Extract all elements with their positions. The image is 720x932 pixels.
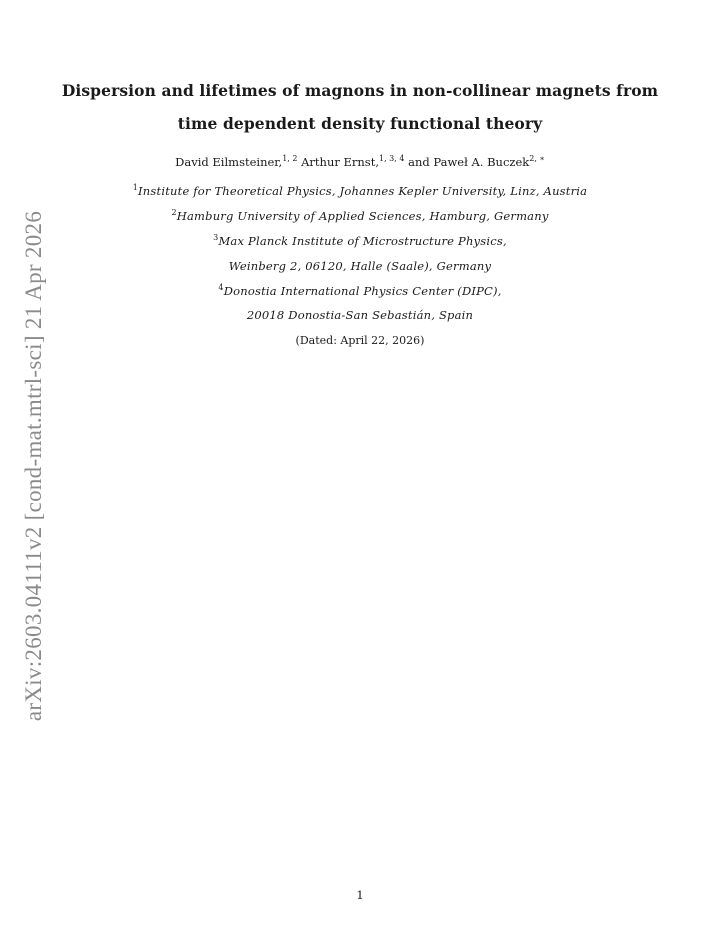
paper-title-line-2: time dependent density functional theory: [177, 114, 543, 133]
author-affiliation-marker: 2, ∗: [529, 154, 545, 163]
page-number: 1: [356, 888, 364, 902]
affiliation-text: Institute for Theoretical Physics, Johannes Kepler University, Linz, Austria: [138, 184, 588, 198]
affiliation-marker: 2: [171, 208, 177, 217]
affiliation-3: [0, 233, 720, 249]
author-affiliation-marker: 1, 3, 4: [378, 154, 405, 163]
affiliation-4-address: 20018 Donostia-San Sebastián, Spain: [246, 308, 474, 322]
author-affiliation-marker: 1, 2: [282, 154, 298, 163]
author-name: and Paweł A. Buczek: [408, 155, 530, 169]
paper-title-line-1: Dispersion and lifetimes of magnons in non-collinear magnets from: [61, 81, 659, 100]
affiliation-marker: 3: [213, 233, 219, 242]
affiliation-3-address: Weinberg 2, 06120, Halle (Saale), Germany: [228, 259, 492, 273]
author-name: Arthur Ernst,: [301, 155, 379, 169]
affiliation-marker: 4: [218, 283, 224, 292]
affiliation-2: [0, 208, 720, 224]
affiliation-text: Hamburg University of Applied Sciences, Hamburg, Germany: [176, 209, 549, 223]
author-name: David Eilmsteiner,: [175, 155, 283, 169]
affiliation-text: Donostia International Physics Center (DIPC),: [223, 284, 502, 298]
affiliation-1: [0, 183, 720, 199]
arxiv-identifier: arXiv:2603.04111v2 [cond-mat.mtrl-sci] 21 Apr 2026: [21, 210, 46, 722]
affiliation-4: [0, 283, 720, 299]
affiliation-text: Max Planck Institute of Microstructure Physics,: [218, 234, 507, 248]
author-list: [0, 154, 720, 170]
dated-line: (Dated: April 22, 2026): [295, 334, 425, 347]
affiliation-marker: 1: [132, 183, 139, 192]
